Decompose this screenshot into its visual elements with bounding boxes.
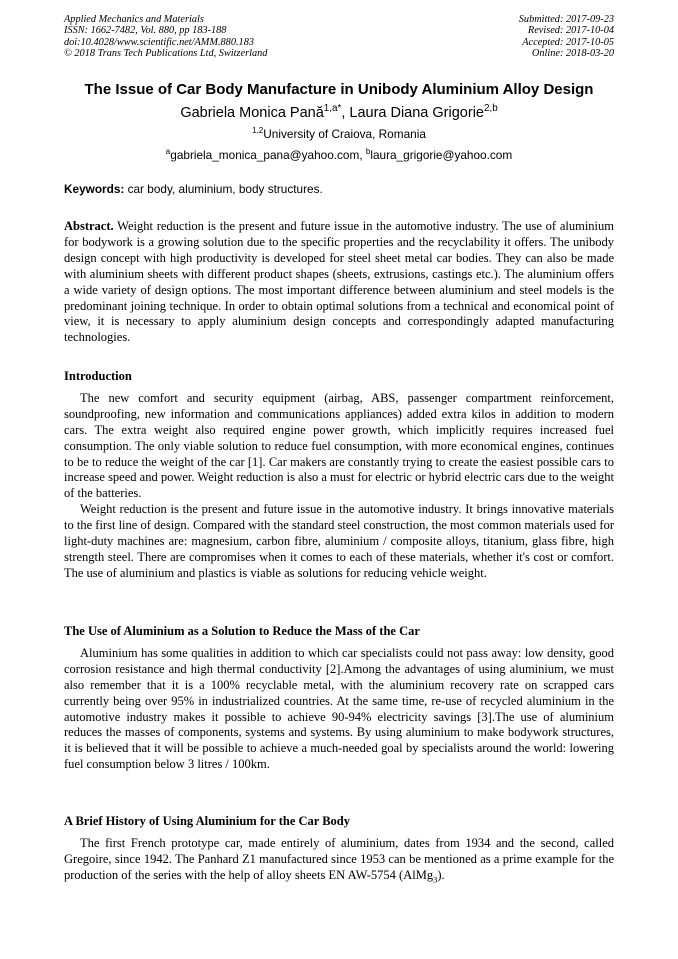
- paper-title: The Issue of Car Body Manufacture in Unibody Aluminium Alloy Design: [84, 81, 594, 98]
- affiliation-text: University of Craiova, Romania: [263, 127, 426, 141]
- abstract: [64, 219, 614, 346]
- paragraph: The new comfort and security equipment (airbag, ABS, passenger compartment reinforcement, soundproofing, new information and communications appliances) added extra kilos in addition to modern cars. The extra weight also required engine power growth, which implicitly requires increased fuel consumption. The only viable solution to reduce fuel consumption, with more economical engines, continues to be to reduce the weight of the car [1]. Car makers are constantly trying to create the easiest possible cars to increase speed and power. Weight reduction is also a must for electric or hybrid electric cars due to the weight of the batteries.: [64, 390, 614, 501]
- affiliation-marker: 1,2: [252, 126, 264, 136]
- journal-doi: doi:10.4028/www.scientific.net/AMM.880.183: [64, 36, 254, 48]
- section-title: A Brief History of Using Aluminium for the Car Body: [64, 814, 351, 828]
- email-a: gabriela_monica_pana@yahoo.com: [170, 148, 360, 162]
- author-list: [0, 104, 678, 122]
- abstract-label: Abstract.: [64, 219, 114, 233]
- subscript: 3: [433, 874, 438, 885]
- paragraph: Weight reduction is the present and future issue in the automotive industry. It brings innovative materials to the first line of design. Compared with the standard steel construction, the most common materials used for light-duty machines are: magnesium, carbon fibre, aluminium / composite alloys, titanium, glass fibre, high strength steel. There are compromises when it comes to each of these materials, whether it's cost or comfort. The use of aluminium and plastics is viable as solutions for reducing vehicle weight.: [64, 502, 614, 580]
- email-separator: ,: [359, 148, 366, 162]
- author-2-affil: 2,b: [483, 103, 498, 115]
- section-title: Introduction: [64, 369, 132, 383]
- section-title: The Use of Aluminium as a Solution to Reduce the Mass of the Car: [64, 624, 420, 638]
- email-b: laura_grigorie@yahoo.com: [370, 148, 513, 162]
- keywords-label: Keywords:: [64, 182, 125, 196]
- keywords: [64, 182, 614, 197]
- journal-issn: ISSN: 1662-7482, Vol. 880, pp 183-188: [64, 25, 227, 37]
- journal-name: Applied Mechanics and Materials: [64, 14, 204, 25]
- email-list: [0, 148, 678, 163]
- paragraph-text: The first French prototype car, made entirely of aluminium, dates from 1934 and the second, called Gregoire, since 1942. The Panhard Z1 manufactured since 1953 can be mentioned as a prime example for the production of the series with the help of alloy sheets EN AW-5754 (AlMg: [64, 835, 614, 882]
- affiliation: [0, 127, 678, 142]
- author-1-name: Gabriela Monica Pană: [180, 105, 324, 121]
- abstract-text: Weight reduction is the present and future issue in the automotive industry. The use of aluminium for bodywork is a growing solution due to the specific properties and the recyclability it offers. The unibody design concept with high productivity is developed for steel sheet metal car bodies. They can also be made with aluminium sheets with different product shapes (sheets, extrusions, castings etc.). The aluminium offers a wide variety of design options. The most important difference between aluminium and steel models is the predominant joining technique. In order to obtain optimal solutions from a technical and economical point of view, it is necessary to apply aluminium design concepts and correspondingly adapted manufacturing technologies.: [64, 219, 614, 345]
- submission-dates: [519, 14, 614, 60]
- journal-info: [64, 14, 267, 60]
- date-revised: Revised: 2017-10-04: [527, 25, 614, 37]
- journal-copyright: © 2018 Trans Tech Publications Ltd, Switzerland: [64, 48, 268, 60]
- email-a-marker: a: [165, 147, 171, 157]
- author-1-affil: 1,a*: [323, 103, 342, 115]
- section-use-of-aluminium: [64, 624, 614, 773]
- paragraph: [64, 836, 614, 884]
- email-b-marker: b: [365, 147, 371, 157]
- date-online: Online: 2018-03-20: [531, 48, 614, 60]
- author-separator: ,: [341, 105, 350, 121]
- date-accepted: Accepted: 2017-10-05: [522, 36, 614, 48]
- section-history: [64, 814, 614, 884]
- paragraph-end: ).: [437, 867, 445, 882]
- keywords-text: car body, aluminium, body structures.: [124, 182, 323, 196]
- date-submitted: Submitted: 2017-09-23: [518, 14, 614, 25]
- author-2-name: Laura Diana Grigorie: [349, 105, 484, 121]
- section-introduction: [64, 369, 614, 582]
- paragraph: Aluminium has some qualities in addition to which car specialists could not pass away: low density, good corrosion resistance and high thermal conductivity [2].Among the advantages of using aluminium, we must also remember that it is a 100% recyclable metal, with the aluminium recovery rate on scrapped cars currently being over 95% in industrialized countries. At the same time, re-use of recycled aluminium in the automotive industry makes it possible to achieve 90-94% electricity savings [3].The use of aluminium reduces the masses of components, systems and systems. By using aluminium to make bodywork structures, it is believed that it will be possible to achieve a much-needed goal by specialists around the world: lowering fuel consumption below 3 litres / 100km.: [64, 645, 614, 772]
